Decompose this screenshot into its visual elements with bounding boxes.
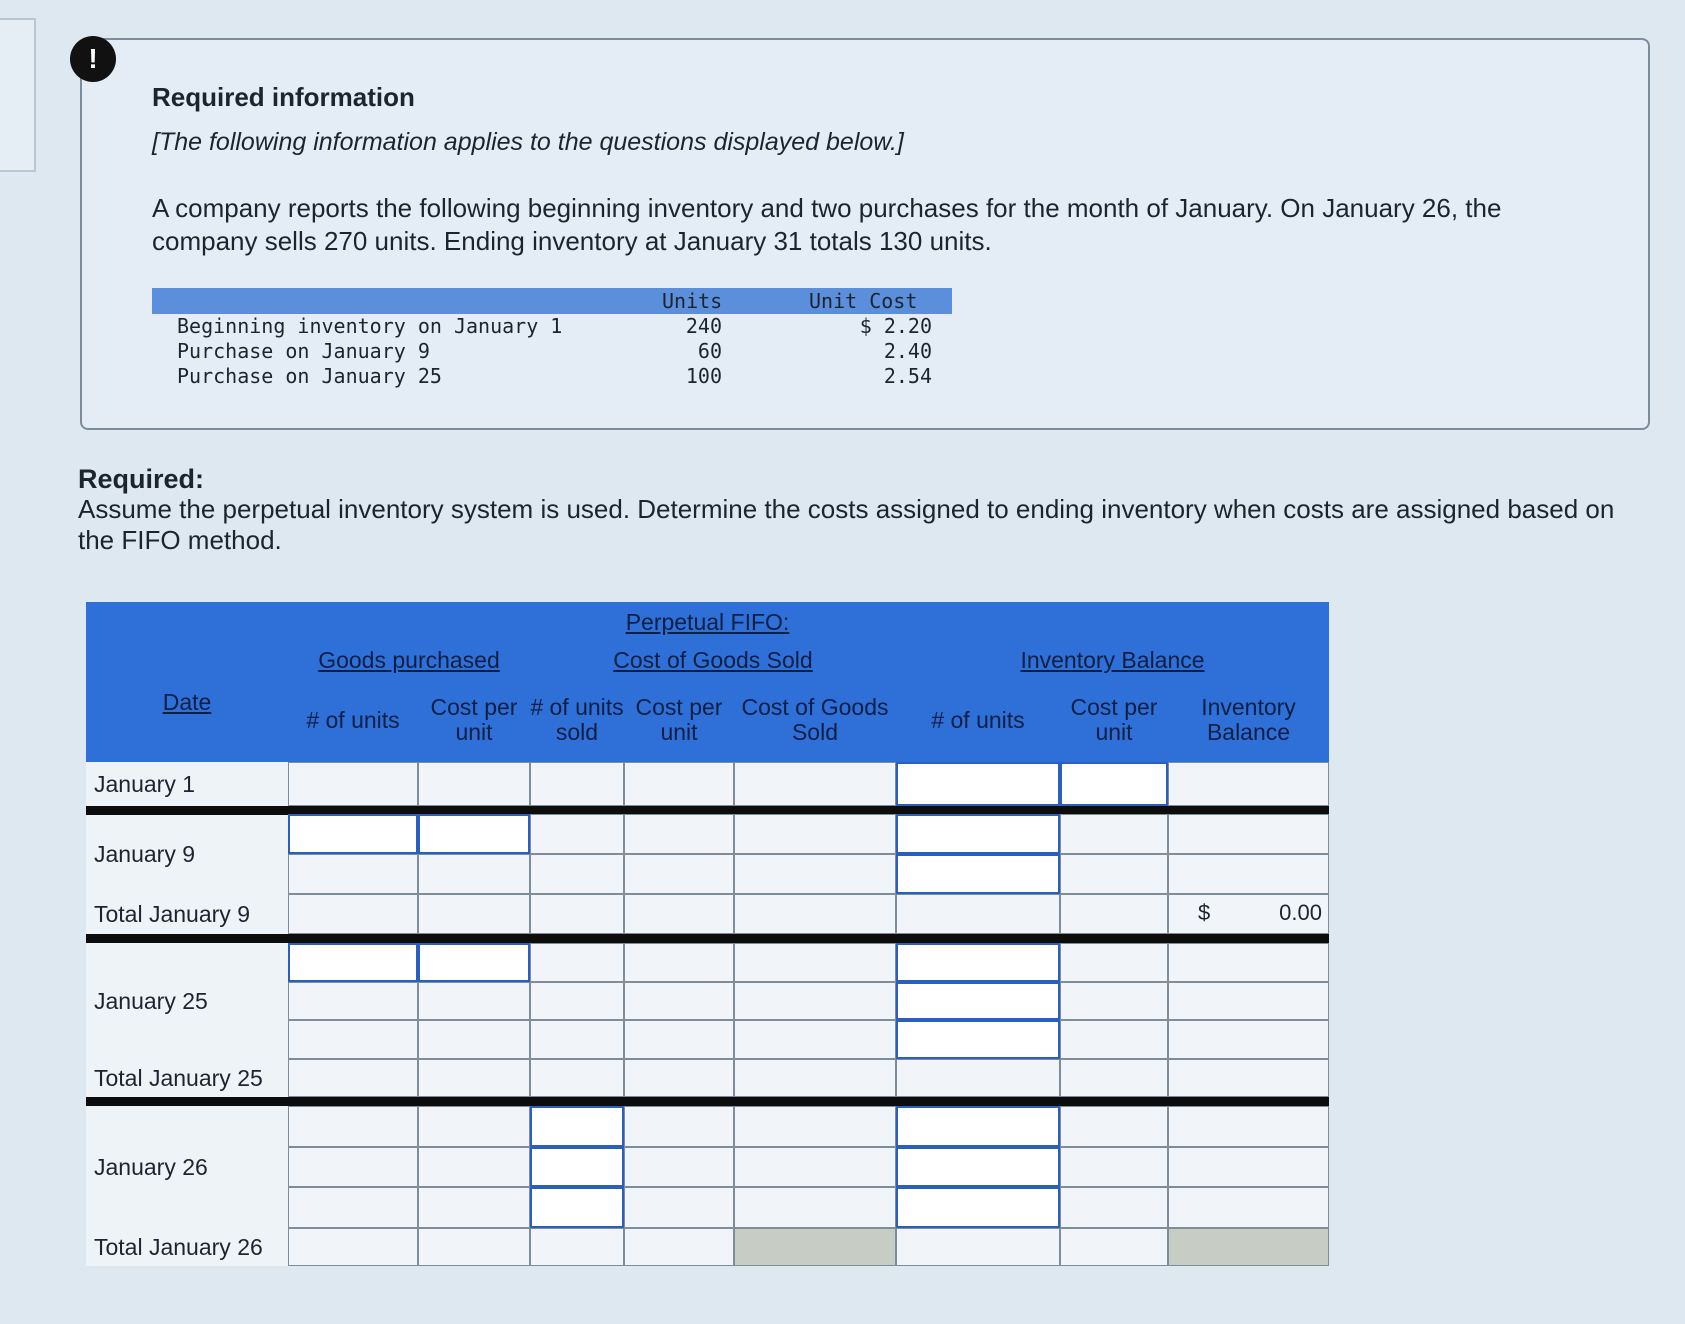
inventory-cost-header: Cost per unit bbox=[1060, 678, 1168, 762]
inventory-group-header: Inventory Balance bbox=[896, 642, 1329, 678]
cell-january-25-i-cost bbox=[1060, 943, 1168, 982]
cell-january-26-p-units bbox=[288, 1187, 418, 1228]
info-paragraph: A company reports the following beginning inventory and two purchases for the month of January. On January 26, the company sells 270 units. Ending inventory at January 31 totals 130 units. bbox=[152, 193, 1502, 256]
cell-january-26-i-cost bbox=[1060, 1106, 1168, 1147]
cell-total-january-9-s-cost bbox=[624, 894, 734, 934]
goods-purchased-header: Goods purchased bbox=[288, 642, 530, 678]
cell-total-january-26-s-cost bbox=[624, 1228, 734, 1266]
cell-january-26-i-total bbox=[1168, 1147, 1329, 1188]
grid-title: Perpetual FIFO: bbox=[86, 602, 1329, 642]
cell-total-january-26-i-total bbox=[1168, 1228, 1329, 1266]
cell-january-25-s-units bbox=[530, 982, 624, 1021]
cell-january-26-s-total bbox=[734, 1106, 896, 1147]
cell-total-january-9-i-cost bbox=[1060, 894, 1168, 934]
cell-january-25-p-units bbox=[288, 1020, 418, 1059]
data-row-cost: $ 2.20 bbox=[859, 314, 932, 338]
purchased-cost-header: Cost per unit bbox=[418, 678, 530, 762]
cell-january-9-i-total bbox=[1168, 854, 1329, 894]
row-label-total-january-26: Total January 26 bbox=[94, 1233, 263, 1260]
cell-total-january-26-i-cost bbox=[1060, 1228, 1168, 1266]
cogs-group-header: Cost of Goods Sold bbox=[530, 642, 896, 678]
cell-january-9-s-units bbox=[530, 854, 624, 894]
input-january-1-i-cost[interactable] bbox=[1060, 762, 1168, 806]
cell-january-25-p-units bbox=[288, 982, 418, 1021]
required-label: Required: bbox=[78, 464, 205, 494]
data-row-units: 60 bbox=[697, 339, 722, 363]
cell-january-26-p-cost bbox=[418, 1147, 530, 1188]
cell-january-26-s-total bbox=[734, 1187, 896, 1228]
cell-january-25-i-total bbox=[1168, 1020, 1329, 1059]
cell-january-26-s-cost bbox=[624, 1187, 734, 1228]
total-january-9-currency: $ bbox=[1198, 900, 1211, 925]
cell-january-9-s-units bbox=[530, 814, 624, 854]
cell-january-1-i-total bbox=[1168, 762, 1329, 806]
data-row-label: Purchase on January 9 bbox=[177, 339, 430, 363]
row-label-january-9: January 9 bbox=[94, 840, 196, 867]
units-header: Units bbox=[662, 289, 723, 313]
cell-january-26-p-cost bbox=[418, 1187, 530, 1228]
input-january-25-p-units[interactable] bbox=[288, 943, 418, 982]
cell-total-january-25-i-units bbox=[896, 1059, 1060, 1097]
cell-january-26-i-cost bbox=[1060, 1147, 1168, 1188]
input-january-9-i-units[interactable] bbox=[896, 814, 1060, 854]
cell-january-9-i-cost bbox=[1060, 814, 1168, 854]
cell-total-january-26-s-units bbox=[530, 1228, 624, 1266]
units-sold-header: # of units sold bbox=[530, 678, 624, 762]
input-january-25-p-cost[interactable] bbox=[418, 943, 530, 982]
cell-january-26-p-units bbox=[288, 1106, 418, 1147]
cell-total-january-9-s-total bbox=[734, 894, 896, 934]
cell-total-january-25-s-units bbox=[530, 1059, 624, 1097]
cell-total-january-26-i-units bbox=[896, 1228, 1060, 1266]
inventory-units-header: # of units bbox=[896, 678, 1060, 762]
input-january-26-s-units[interactable] bbox=[530, 1147, 624, 1188]
cell-january-1-p-cost bbox=[418, 762, 530, 806]
row-label-total-january-25: Total January 25 bbox=[94, 1064, 263, 1091]
cell-january-25-s-total bbox=[734, 943, 896, 982]
cell-total-january-26-s-total bbox=[734, 1228, 896, 1266]
data-row-label: Beginning inventory on January 1 bbox=[177, 314, 563, 338]
cell-january-1-s-cost bbox=[624, 762, 734, 806]
cell-january-25-s-units bbox=[530, 1020, 624, 1059]
cell-january-9-i-total bbox=[1168, 814, 1329, 854]
input-january-26-i-units[interactable] bbox=[896, 1187, 1060, 1228]
cell-january-9-i-cost bbox=[1060, 854, 1168, 894]
cell-january-26-p-cost bbox=[418, 1106, 530, 1147]
date-header: Date bbox=[86, 642, 288, 762]
cell-january-25-i-cost bbox=[1060, 1020, 1168, 1059]
cell-january-25-s-total bbox=[734, 982, 896, 1021]
row-label-january-1: January 1 bbox=[94, 770, 196, 797]
required-text: Assume the perpetual inventory system is used. Determine the costs assigned to ending inventory when costs are assigned based on the FIFO method. bbox=[78, 494, 1615, 555]
input-january-9-i-units[interactable] bbox=[896, 854, 1060, 894]
unit-cost-header: Unit Cost bbox=[809, 289, 918, 313]
cell-january-26-i-cost bbox=[1060, 1187, 1168, 1228]
cell-january-26-s-total bbox=[734, 1147, 896, 1188]
cell-total-january-25-i-cost bbox=[1060, 1059, 1168, 1097]
left-panel-stub bbox=[0, 18, 36, 172]
cell-january-9-s-cost bbox=[624, 854, 734, 894]
purchased-units-header: # of units bbox=[288, 678, 418, 762]
input-january-26-i-units[interactable] bbox=[896, 1106, 1060, 1147]
cell-january-26-s-cost bbox=[624, 1147, 734, 1188]
input-january-25-i-units[interactable] bbox=[896, 1020, 1060, 1059]
cell-january-26-i-total bbox=[1168, 1106, 1329, 1147]
input-january-26-s-units[interactable] bbox=[530, 1187, 624, 1228]
cell-january-1-p-units bbox=[288, 762, 418, 806]
cell-total-january-25-s-total bbox=[734, 1059, 896, 1097]
cell-january-25-i-total bbox=[1168, 982, 1329, 1021]
alert-icon: ! bbox=[70, 36, 116, 82]
input-january-26-s-units[interactable] bbox=[530, 1106, 624, 1147]
data-row-cost: 2.40 bbox=[883, 339, 932, 363]
cell-january-25-p-cost bbox=[418, 1020, 530, 1059]
cell-total-january-25-p-cost bbox=[418, 1059, 530, 1097]
cell-january-1-s-units bbox=[530, 762, 624, 806]
row-separator bbox=[86, 934, 1329, 943]
input-january-1-i-units[interactable] bbox=[896, 762, 1060, 806]
input-january-9-p-cost[interactable] bbox=[418, 814, 530, 854]
cogs-header: Cost of Goods Sold bbox=[734, 678, 896, 762]
cell-january-25-s-total bbox=[734, 1020, 896, 1059]
perpetual-fifo-grid bbox=[86, 602, 1329, 1266]
cell-total-january-9-s-units bbox=[530, 894, 624, 934]
cell-january-25-s-cost bbox=[624, 982, 734, 1021]
row-separator bbox=[86, 1097, 1329, 1106]
data-row-units: 240 bbox=[685, 314, 722, 338]
data-row-units: 100 bbox=[685, 364, 722, 388]
cell-total-january-25-p-units bbox=[288, 1059, 418, 1097]
cell-january-25-s-cost bbox=[624, 943, 734, 982]
cell-january-9-s-total bbox=[734, 814, 896, 854]
input-january-9-p-units[interactable] bbox=[288, 814, 418, 854]
cell-january-1-s-total bbox=[734, 762, 896, 806]
cell-january-9-p-units bbox=[288, 854, 418, 894]
row-label-january-26: January 26 bbox=[94, 1153, 208, 1180]
total-january-9-balance: 0.00 bbox=[1279, 900, 1322, 925]
data-row-label: Purchase on January 25 bbox=[177, 364, 442, 388]
data-row-cost: 2.54 bbox=[883, 364, 932, 388]
cell-january-25-i-total bbox=[1168, 943, 1329, 982]
cell-total-january-26-p-cost bbox=[418, 1228, 530, 1266]
cell-january-9-p-cost bbox=[418, 854, 530, 894]
input-january-25-i-units[interactable] bbox=[896, 943, 1060, 982]
info-subtitle: [The following information applies to the questions displayed below.] bbox=[152, 128, 904, 156]
input-january-25-i-units[interactable] bbox=[896, 982, 1060, 1021]
cell-total-january-9-p-units bbox=[288, 894, 418, 934]
required-information-box bbox=[80, 38, 1650, 430]
cell-total-january-25-i-total bbox=[1168, 1059, 1329, 1097]
cell-total-january-25-s-cost bbox=[624, 1059, 734, 1097]
cell-total-january-9-i-units bbox=[896, 894, 1060, 934]
sold-cost-per-unit-header: Cost per unit bbox=[624, 678, 734, 762]
cell-january-25-s-cost bbox=[624, 1020, 734, 1059]
cell-january-9-s-total bbox=[734, 854, 896, 894]
cell-january-26-p-units bbox=[288, 1147, 418, 1188]
cell-january-26-s-cost bbox=[624, 1106, 734, 1147]
row-label-january-25: January 25 bbox=[94, 987, 208, 1014]
cell-january-26-i-total bbox=[1168, 1187, 1329, 1228]
info-title: Required information bbox=[152, 82, 415, 112]
inventory-balance-header: Inventory Balance bbox=[1168, 678, 1329, 762]
cell-january-25-p-cost bbox=[418, 982, 530, 1021]
cell-total-january-9-p-cost bbox=[418, 894, 530, 934]
input-january-26-i-units[interactable] bbox=[896, 1147, 1060, 1188]
cell-january-25-s-units bbox=[530, 943, 624, 982]
cell-total-january-26-p-units bbox=[288, 1228, 418, 1266]
cell-january-25-i-cost bbox=[1060, 982, 1168, 1021]
row-label-total-january-9: Total January 9 bbox=[94, 900, 250, 927]
cell-january-9-s-cost bbox=[624, 814, 734, 854]
